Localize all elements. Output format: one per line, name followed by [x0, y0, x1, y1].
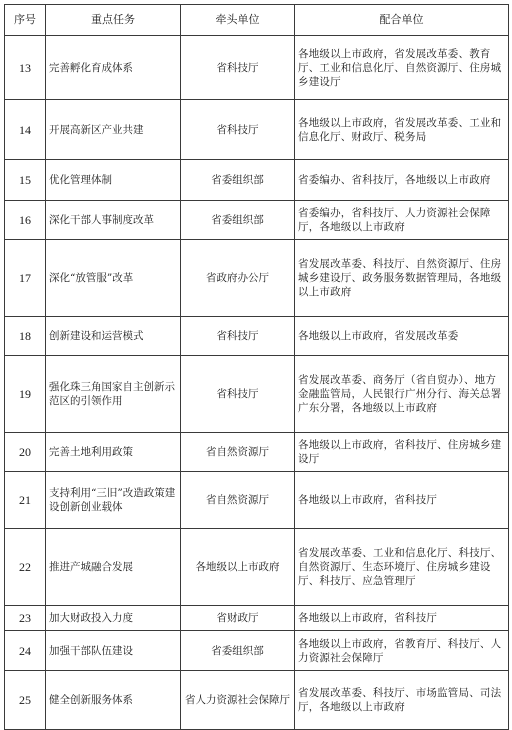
key-task: 开展高新区产业共建 — [46, 100, 181, 160]
header-lead-unit: 牵头单位 — [181, 5, 295, 36]
lead-unit: 省委组织部 — [181, 631, 295, 671]
lead-unit: 省自然资源厅 — [181, 472, 295, 529]
row-number: 22 — [5, 529, 46, 606]
row-number: 14 — [5, 100, 46, 160]
row-number: 24 — [5, 631, 46, 671]
lead-unit: 省委组织部 — [181, 160, 295, 201]
table-row — [5, 356, 509, 433]
row-number: 20 — [5, 433, 46, 472]
table-row — [5, 240, 509, 317]
lead-unit: 各地级以上市政府 — [181, 529, 295, 606]
lead-unit: 省政府办公厅 — [181, 240, 295, 317]
table-row — [5, 671, 509, 730]
cooperating-units: 省发展改革委、科技厅、自然资源厅、住房城乡建设厅、政务服务数据管理局，各地级以上市政府 — [295, 240, 509, 317]
table-body — [5, 36, 509, 730]
cooperating-units: 省委编办，省科技厅、人力资源社会保障厅，各地级以上市政府 — [295, 201, 509, 240]
lead-unit: 省科技厅 — [181, 36, 295, 100]
key-task: 推进产城融合发展 — [46, 529, 181, 606]
header-cooperating-units: 配合单位 — [295, 5, 509, 36]
lead-unit: 省科技厅 — [181, 317, 295, 356]
table-row — [5, 472, 509, 529]
header-key-task: 重点任务 — [46, 5, 181, 36]
lead-unit: 省科技厅 — [181, 356, 295, 433]
key-task: 加大财政投入力度 — [46, 606, 181, 631]
row-number: 25 — [5, 671, 46, 730]
row-number: 21 — [5, 472, 46, 529]
cooperating-units: 各地级以上市政府，省发展改革委 — [295, 317, 509, 356]
cooperating-units: 各地级以上市政府，省科技厅、住房城乡建设厅 — [295, 433, 509, 472]
table-row — [5, 631, 509, 671]
table-header — [5, 5, 509, 36]
cooperating-units: 省发展改革委、商务厅（省自贸办）、地方金融监管局，人民银行广州分行、海关总署广东分署，各地级以上市政府 — [295, 356, 509, 433]
cooperating-units: 省发展改革委、科技厅、市场监管局、司法厅，各地级以上市政府 — [295, 671, 509, 730]
row-number: 18 — [5, 317, 46, 356]
cooperating-units: 各地级以上市政府，省发展改革委、工业和信息化厅、财政厅、税务局 — [295, 100, 509, 160]
key-task: 深化干部人事制度改革 — [46, 201, 181, 240]
task-assignment-table — [4, 4, 509, 730]
header-row — [5, 5, 509, 36]
table-row — [5, 160, 509, 201]
row-number: 16 — [5, 201, 46, 240]
lead-unit: 省人力资源社会保障厅 — [181, 671, 295, 730]
key-task: 深化“放管服”改革 — [46, 240, 181, 317]
row-number: 23 — [5, 606, 46, 631]
key-task: 支持利用“三旧”改造政策建设创新创业载体 — [46, 472, 181, 529]
key-task: 创新建设和运营模式 — [46, 317, 181, 356]
key-task: 健全创新服务体系 — [46, 671, 181, 730]
cooperating-units: 各地级以上市政府，省科技厅 — [295, 472, 509, 529]
cooperating-units: 省发展改革委、工业和信息化厅、科技厅、自然资源厅、生态环境厅、住房城乡建设厅、科技厅、应急管理厅 — [295, 529, 509, 606]
row-number: 17 — [5, 240, 46, 317]
key-task: 加强干部队伍建设 — [46, 631, 181, 671]
key-task: 完善孵化育成体系 — [46, 36, 181, 100]
key-task: 完善土地利用政策 — [46, 433, 181, 472]
table-row — [5, 529, 509, 606]
row-number: 19 — [5, 356, 46, 433]
cooperating-units: 各地级以上市政府，省教育厅、科技厅、人力资源社会保障厅 — [295, 631, 509, 671]
table-row — [5, 36, 509, 100]
row-number: 15 — [5, 160, 46, 201]
row-number: 13 — [5, 36, 46, 100]
cooperating-units: 省委编办、省科技厅，各地级以上市政府 — [295, 160, 509, 201]
lead-unit: 省财政厅 — [181, 606, 295, 631]
lead-unit: 省委组织部 — [181, 201, 295, 240]
lead-unit: 省自然资源厅 — [181, 433, 295, 472]
header-number: 序号 — [5, 5, 46, 36]
table-row — [5, 317, 509, 356]
key-task: 强化珠三角国家自主创新示范区的引领作用 — [46, 356, 181, 433]
lead-unit: 省科技厅 — [181, 100, 295, 160]
cooperating-units: 各地级以上市政府，省科技厅 — [295, 606, 509, 631]
key-task: 优化管理体制 — [46, 160, 181, 201]
cooperating-units: 各地级以上市政府，省发展改革委、教育厅、工业和信息化厅、自然资源厅、住房城乡建设厅 — [295, 36, 509, 100]
table-row — [5, 100, 509, 160]
table-row — [5, 201, 509, 240]
table-row — [5, 433, 509, 472]
table-row — [5, 606, 509, 631]
